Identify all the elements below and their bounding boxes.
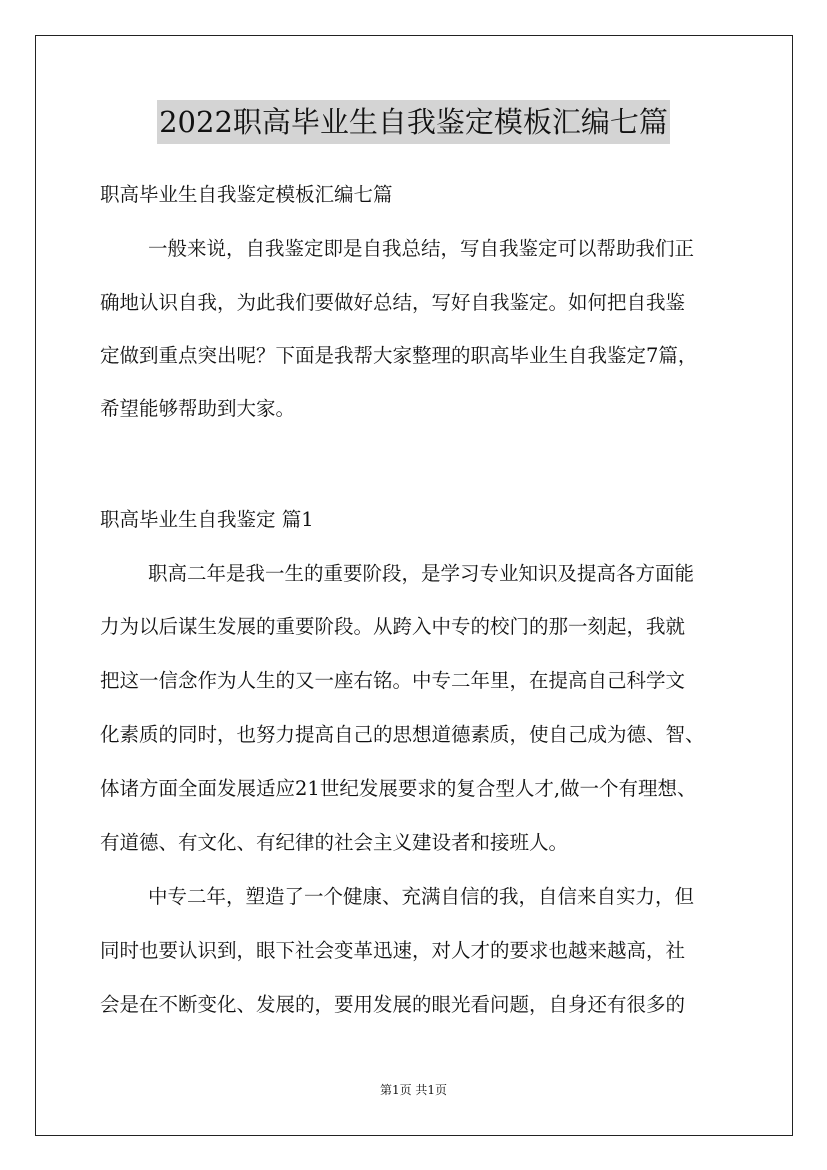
page-footer: 第1页 共1页 — [379, 1083, 448, 1097]
paragraph1-line-4: 化素质的同时，也努力提高自己的思想道德素质，使自己成为德、智、 — [100, 723, 705, 746]
paragraph2-line-3: 会是在不断变化、发展的，要用发展的眼光看问题，自身还有很多的 — [100, 993, 686, 1016]
intro-line-3: 定做到重点突出呢？下面是我帮大家整理的职高毕业生自我鉴定7篇， — [100, 344, 698, 367]
title-container — [0, 100, 827, 144]
intro-line-1: 一般来说，自我鉴定即是自我总结，写自我鉴定可以帮助我们正 — [148, 237, 695, 260]
document-title: 2022职高毕业生自我鉴定模板汇编七篇 — [157, 100, 670, 144]
intro-line-4: 希望能够帮助到大家。 — [100, 397, 296, 420]
paragraph2-line-2: 同时也要认识到，眼下社会变革迅速，对人才的要求也越来越高，社 — [100, 939, 686, 962]
paragraph1-line-6: 有道德、有文化、有纪律的社会主义建设者和接班人。 — [100, 831, 569, 854]
intro-line-2: 确地认识自我，为此我们要做好总结，写好自我鉴定。如何把自我鉴 — [100, 291, 686, 314]
document-subtitle: 职高毕业生自我鉴定模板汇编七篇 — [100, 183, 393, 206]
paragraph1-line-2: 力为以后谋生发展的重要阶段。从跨入中专的校门的那一刻起，我就 — [100, 615, 686, 638]
section-heading: 职高毕业生自我鉴定 篇1 — [100, 508, 314, 531]
paragraph1-line-3: 把这一信念作为人生的又一座右铭。中专二年里，在提高自己科学文 — [100, 669, 686, 692]
paragraph2-line-1: 中专二年，塑造了一个健康、充满自信的我，自信来自实力，但 — [148, 885, 695, 908]
paragraph1-line-1: 职高二年是我一生的重要阶段，是学习专业知识及提高各方面能 — [148, 562, 695, 585]
paragraph1-line-5: 体诸方面全面发展适应21世纪发展要求的复合型人才,做一个有理想、 — [100, 777, 697, 800]
